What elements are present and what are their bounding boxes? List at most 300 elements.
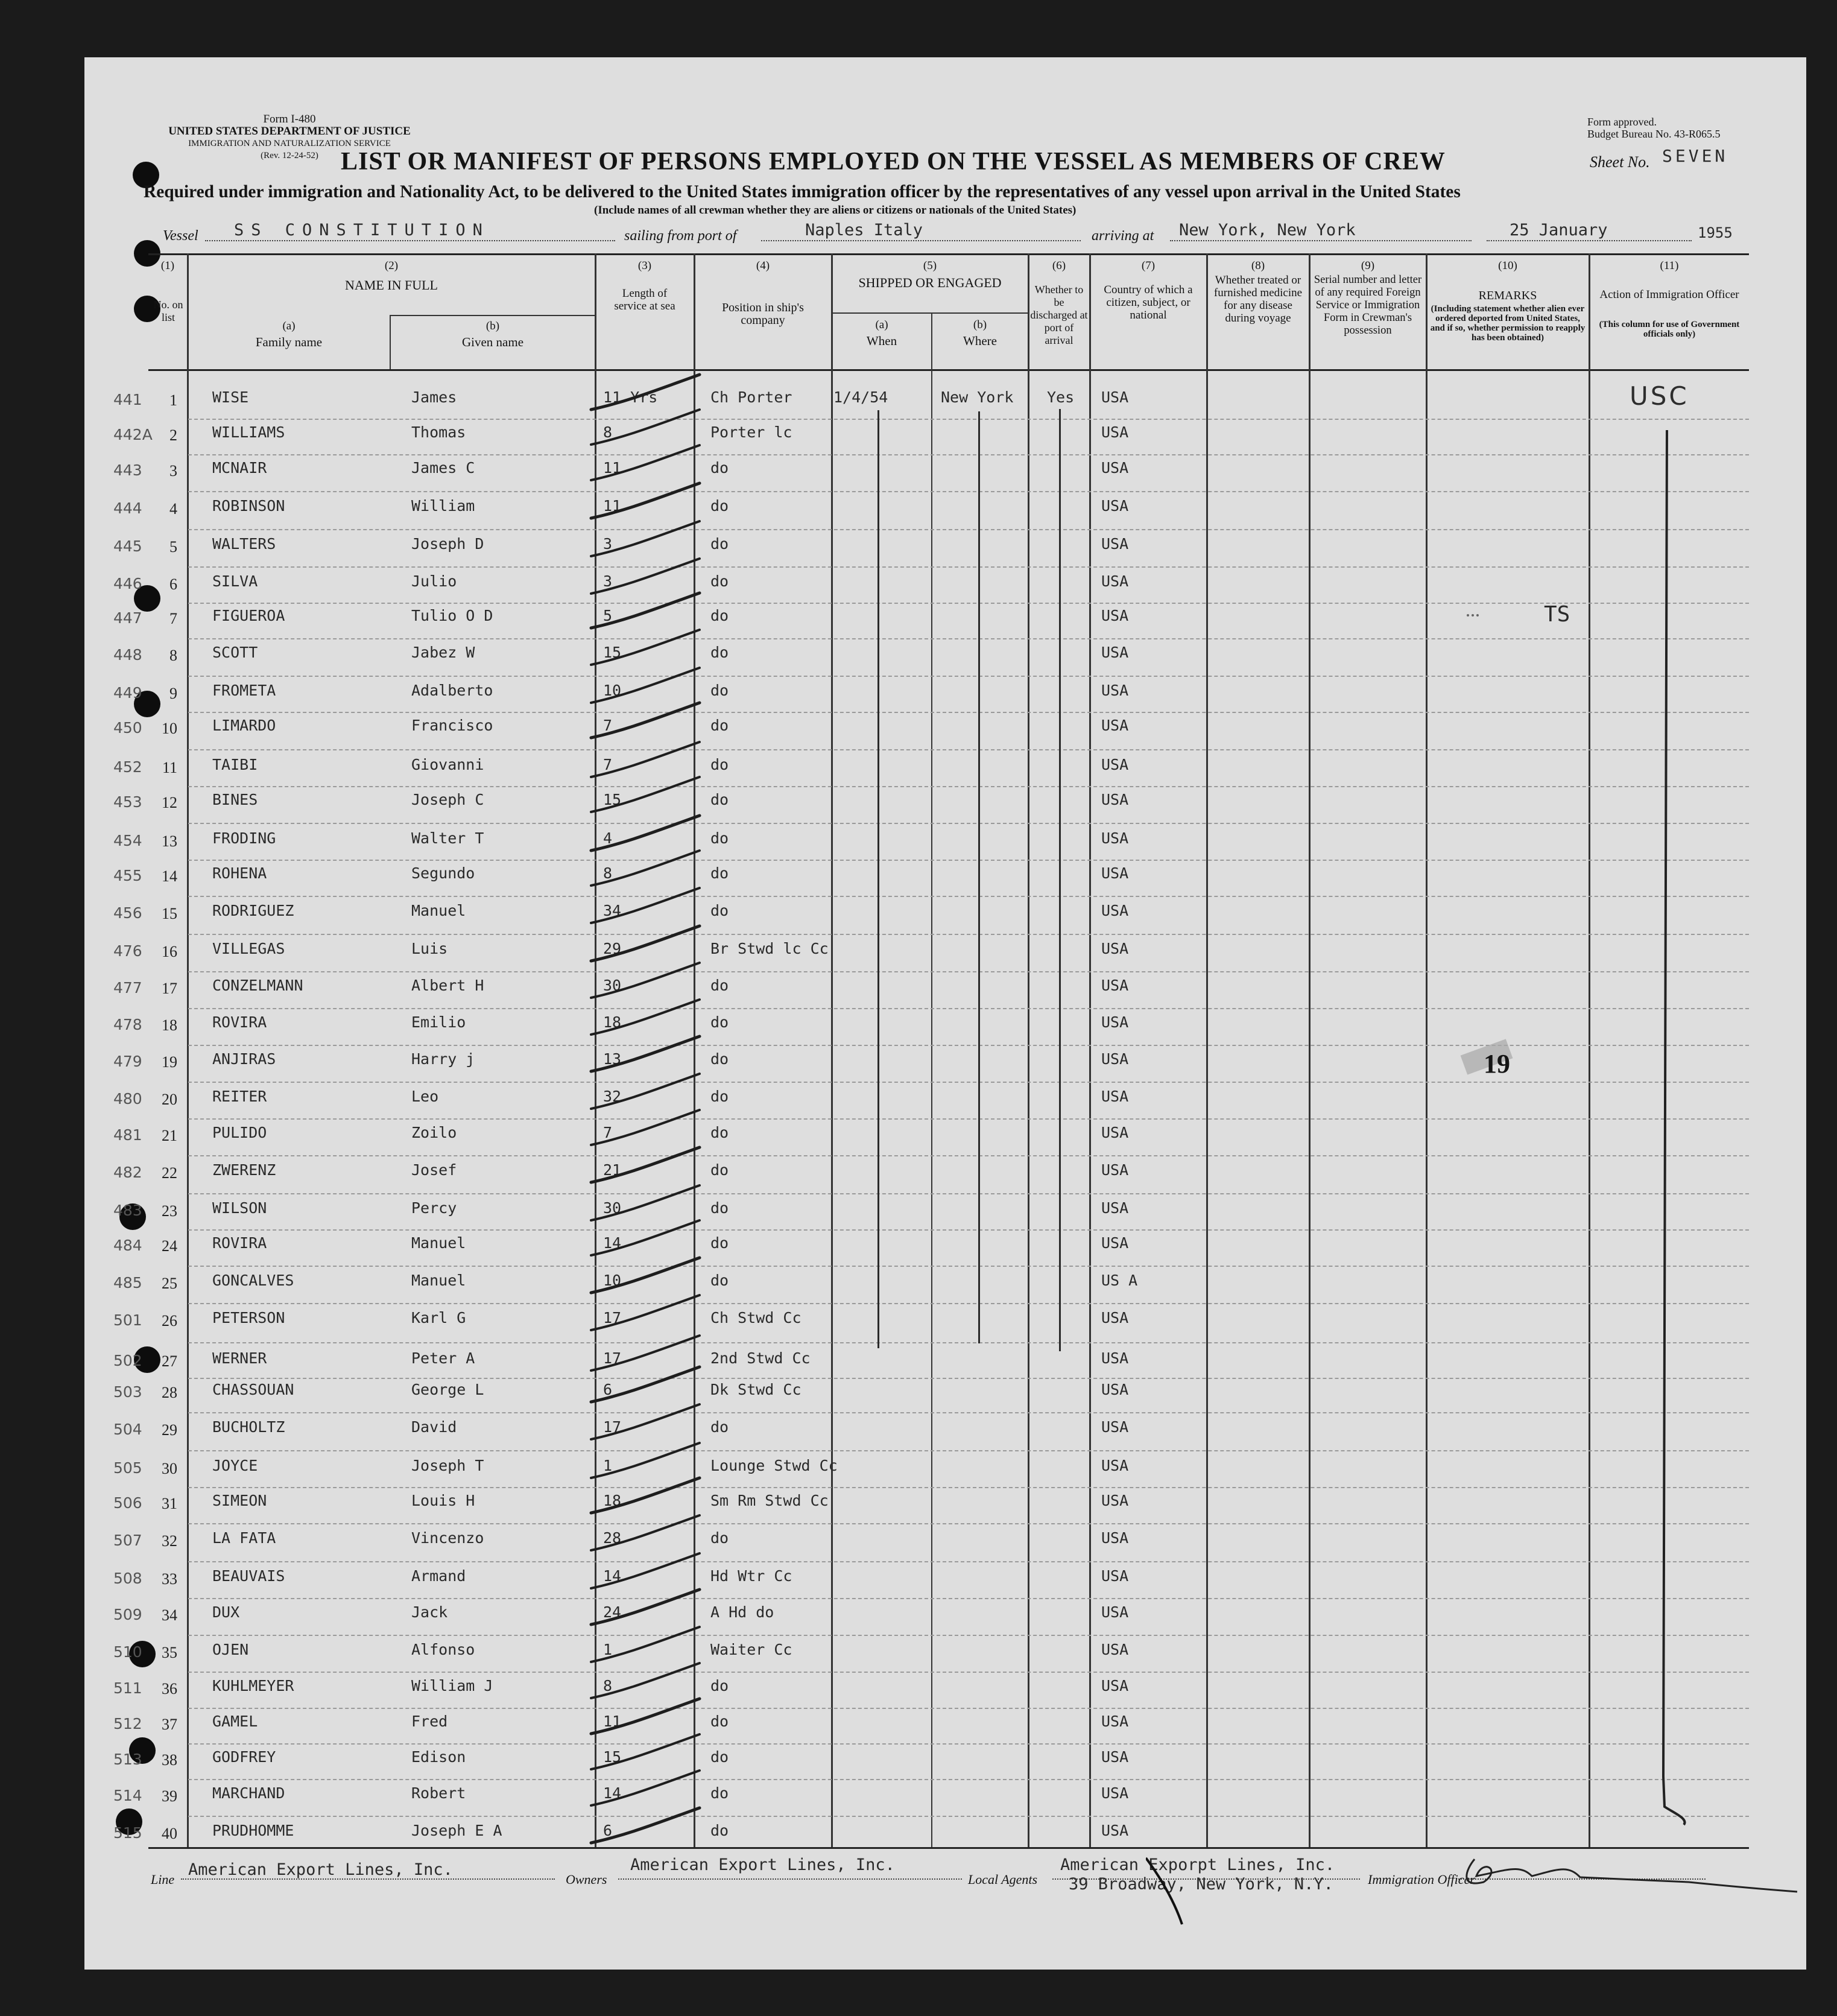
ditto-stroke: [591, 1185, 700, 1220]
line-label: Line: [151, 1872, 175, 1887]
line-number: 510: [113, 1643, 142, 1661]
col10-header: REMARKS: [1478, 289, 1537, 302]
row-number: 14: [162, 867, 177, 885]
row-number: 10: [162, 720, 177, 737]
country: USA: [1101, 1641, 1129, 1658]
col3-header: Length of service at sea: [614, 287, 675, 312]
country: USA: [1101, 1677, 1129, 1694]
agents-line-2: 39 Broadway, New York, N.Y.: [1069, 1875, 1333, 1894]
service-length: 34: [603, 902, 622, 919]
arrival-year: 1955: [1698, 224, 1733, 241]
agents-line-1: American Exporpt Lines, Inc.: [1060, 1856, 1335, 1874]
row-number: 36: [162, 1680, 177, 1697]
given-name: Jabez W: [411, 644, 475, 661]
ship-position: Ch Stwd Cc: [710, 1309, 802, 1327]
row-number: 15: [162, 905, 177, 922]
ditto-stroke: [591, 851, 700, 886]
given-name: Julio: [411, 572, 457, 590]
line-number: 504: [113, 1421, 142, 1438]
family-name: CONZELMANN: [212, 977, 303, 994]
owners-label: Owners: [566, 1872, 607, 1887]
ship-position: do: [710, 1199, 729, 1217]
service-length: 8: [603, 423, 613, 441]
ship-position: Porter lc: [710, 423, 792, 441]
col1-number: (1): [160, 259, 175, 272]
line-number: 476: [113, 942, 142, 960]
country: USA: [1101, 1234, 1129, 1252]
family-name: ROBINSON: [212, 497, 285, 515]
row-number: 2: [169, 426, 177, 444]
family-name: KUHLMEYER: [212, 1677, 294, 1694]
country: USA: [1101, 1161, 1129, 1179]
col10-note: (Including statement whether alien ever ordered deported from United States, and if so, whether permission to reapply has been obtained): [1430, 304, 1586, 343]
ship-position: Dk Stwd Cc: [710, 1381, 802, 1398]
country: USA: [1101, 1381, 1129, 1398]
col10-number: (10): [1498, 259, 1517, 272]
row-number: 4: [169, 500, 177, 518]
service-length: 1: [603, 1641, 613, 1658]
service-length: 5: [603, 607, 613, 624]
service-length: 15: [603, 791, 622, 808]
country: USA: [1101, 1567, 1129, 1585]
row-number: 38: [162, 1751, 177, 1769]
department: UNITED STATES DEPARTMENT OF JUSTICE: [168, 125, 411, 138]
family-name: PETERSON: [212, 1309, 285, 1327]
line-number: 446: [113, 575, 142, 592]
service-length: 15: [603, 1748, 622, 1766]
given-name: Jack: [411, 1603, 448, 1621]
col8-number: (8): [1251, 259, 1265, 272]
ship-position: do: [710, 1088, 729, 1105]
row-number: 7: [169, 610, 177, 627]
line-number: 445: [113, 537, 142, 555]
line-number: 483: [113, 1202, 142, 1219]
row-number: 22: [162, 1164, 177, 1182]
ship-position: do: [710, 1418, 729, 1436]
given-name: Peter A: [411, 1349, 475, 1367]
row-number: 39: [162, 1787, 177, 1805]
row-number: 8: [169, 647, 177, 664]
family-name: RODRIGUEZ: [212, 902, 294, 919]
service-length: 14: [603, 1567, 622, 1585]
budget-bureau: Budget Bureau No. 43-R065.5: [1587, 128, 1721, 140]
country: USA: [1101, 497, 1129, 515]
ship-position: do: [710, 1677, 729, 1694]
col7-number: (7): [1141, 259, 1156, 272]
family-name: PRUDHOMME: [212, 1822, 294, 1839]
col2-header: NAME IN FULL: [345, 277, 438, 293]
ditto-stroke: [591, 1110, 700, 1145]
country: USA: [1101, 1713, 1129, 1730]
ditto-stroke: [591, 1590, 700, 1625]
given-name: Edison: [411, 1748, 466, 1766]
country: USA: [1101, 1603, 1129, 1621]
row-number: 6: [169, 575, 177, 593]
family-name: GONCALVES: [212, 1272, 294, 1289]
col5b-number: (b): [973, 319, 987, 331]
ship-position: do: [710, 1822, 729, 1839]
ship-position: do: [710, 864, 729, 882]
line-number: 514: [113, 1787, 142, 1804]
service-length: 30: [603, 1199, 622, 1217]
discharged-flag: Yes: [1047, 388, 1075, 406]
given-name: Emilio: [411, 1013, 466, 1031]
ditto-stroke: [591, 410, 700, 445]
ship-position: do: [710, 1529, 729, 1547]
ship-position: do: [710, 459, 729, 477]
ditto-stroke: [591, 1220, 700, 1255]
country: USA: [1101, 423, 1129, 441]
line-number: 443: [113, 461, 142, 479]
family-name: FIGUEROA: [212, 607, 285, 624]
row-number: 31: [162, 1495, 177, 1512]
ditto-stroke: [591, 1734, 700, 1769]
given-name: Vincenzo: [411, 1529, 484, 1547]
col4-header: Position in ship's company: [722, 301, 804, 327]
service-length: 21: [603, 1161, 622, 1179]
line-number: 513: [113, 1751, 142, 1768]
family-name: WILLIAMS: [212, 423, 285, 441]
country: USA: [1101, 756, 1129, 773]
ship-position: do: [710, 572, 729, 590]
row-number: 13: [162, 832, 177, 850]
service-length: 13: [603, 1050, 622, 1068]
country: USA: [1101, 535, 1129, 553]
service-length: 28: [603, 1529, 622, 1547]
row-number: 1: [169, 391, 177, 409]
ditto-stroke: [591, 593, 700, 628]
ditto-stroke: [591, 1553, 700, 1588]
family-name: FROMETA: [212, 682, 276, 699]
col3-number: (3): [637, 259, 652, 272]
ditto-stroke: [591, 926, 700, 961]
country: USA: [1101, 977, 1129, 994]
ship-position: do: [710, 497, 729, 515]
ditto-stroke: [591, 1699, 700, 1734]
row-number: 33: [162, 1570, 177, 1588]
service-length: 7: [603, 717, 613, 734]
line-number: 484: [113, 1237, 142, 1254]
ship-position: do: [710, 682, 729, 699]
service-length: 14: [603, 1234, 622, 1252]
country: USA: [1101, 607, 1129, 624]
family-name: MCNAIR: [212, 459, 267, 477]
service-length: 6: [603, 1822, 613, 1839]
country: USA: [1101, 1124, 1129, 1141]
ship-position: do: [710, 1713, 729, 1730]
family-name: GAMEL: [212, 1713, 258, 1730]
ship-position: do: [710, 644, 729, 661]
line-number: 444: [113, 499, 142, 517]
line-number: 515: [113, 1824, 142, 1842]
given-name: David: [411, 1418, 457, 1436]
ship-position: do: [710, 829, 729, 847]
service-length: 3: [603, 535, 613, 553]
ship-position: do: [710, 1013, 729, 1031]
row-number: 37: [162, 1716, 177, 1733]
row-number: 28: [162, 1384, 177, 1401]
country: USA: [1101, 1013, 1129, 1031]
ditto-stroke: [591, 1515, 700, 1550]
line-number: 502: [113, 1352, 142, 1369]
ditto-stroke: [591, 630, 700, 665]
line-number: 447: [113, 609, 142, 627]
row-number: 5: [169, 538, 177, 556]
ship-position: do: [710, 1124, 729, 1141]
given-name: Armand: [411, 1567, 466, 1585]
ditto-stroke: [591, 1000, 700, 1035]
service-length: 29: [603, 940, 622, 957]
given-name: Joseph D: [411, 535, 484, 553]
country: USA: [1101, 940, 1129, 957]
row-number: 30: [162, 1460, 177, 1477]
country: USA: [1101, 388, 1129, 406]
given-name: Thomas: [411, 423, 466, 441]
col2b-number: (b): [485, 320, 500, 332]
service-length: 15: [603, 644, 622, 661]
line-number: 441: [113, 391, 142, 408]
row-number: 29: [162, 1421, 177, 1439]
given-name: Adalberto: [411, 682, 493, 699]
row-number: 19: [162, 1053, 177, 1071]
shipped-when: 1/4/54: [833, 388, 888, 406]
ditto-stroke: [591, 1443, 700, 1478]
page-title: LIST OR MANIFEST OF PERSONS EMPLOYED ON THE VESSEL AS MEMBERS OF CREW: [341, 148, 1446, 176]
sheet-label: Sheet No.: [1590, 153, 1650, 171]
family-name: WISE: [212, 388, 249, 406]
country: USA: [1101, 864, 1129, 882]
ditto-stroke: [591, 1258, 700, 1293]
line-number: 481: [113, 1126, 142, 1144]
ditto-stroke: [591, 816, 700, 851]
country: USA: [1101, 902, 1129, 919]
given-name: Manuel: [411, 902, 466, 919]
given-name: James C: [411, 459, 475, 477]
line-value: American Export Lines, Inc.: [188, 1860, 453, 1879]
nineteen-annotation: 19: [1484, 1049, 1510, 1079]
form-approved: Form approved.: [1587, 116, 1657, 128]
service-length: 6: [603, 1381, 613, 1398]
col2a-header: Family name: [255, 335, 323, 349]
service-length: 18: [603, 1013, 622, 1031]
col5a-number: (a): [875, 319, 888, 331]
given-name: Joseph C: [411, 791, 484, 808]
family-name: GODFREY: [212, 1748, 276, 1766]
country: USA: [1101, 1492, 1129, 1509]
ship-position: do: [710, 791, 729, 808]
line-number: 506: [113, 1494, 142, 1512]
col6-number: (6): [1052, 259, 1066, 272]
ship-position: do: [710, 607, 729, 624]
row-number: 21: [162, 1127, 177, 1144]
action-column-line: [1652, 425, 1701, 1837]
given-name: Segundo: [411, 864, 475, 882]
country: USA: [1101, 829, 1129, 847]
family-name: SILVA: [212, 572, 258, 590]
ts-annotation: TS: [1544, 602, 1570, 627]
line-number: 501: [113, 1311, 142, 1329]
family-name: VILLEGAS: [212, 940, 285, 957]
ditto-stroke: [591, 777, 700, 812]
col4-number: (4): [756, 259, 770, 272]
shipped-where: New York: [941, 388, 1014, 406]
line-number: 509: [113, 1606, 142, 1623]
ship-position: 2nd Stwd Cc: [710, 1349, 811, 1367]
service-length: 17: [603, 1309, 622, 1327]
family-name: JOYCE: [212, 1457, 258, 1474]
line-number: 452: [113, 758, 142, 776]
ditto-stroke: [591, 742, 700, 777]
ship-position: do: [710, 977, 729, 994]
service-length: 7: [603, 1124, 613, 1141]
service-length: 11: [603, 459, 622, 477]
ship-position: Sm Rm Stwd Cc: [710, 1492, 829, 1509]
service-length: 17: [603, 1349, 622, 1367]
ship-position: do: [710, 1161, 729, 1179]
ditto-stroke: [591, 521, 700, 556]
col5a-header: When: [866, 334, 897, 348]
line-number: 480: [113, 1090, 142, 1108]
col9-header: Serial number and letter of any required Foreign Service or Immigration Form in Crewman's possession: [1314, 274, 1422, 337]
country: USA: [1101, 459, 1129, 477]
given-name: Walter T: [411, 829, 484, 847]
line-number: 442A: [113, 426, 153, 443]
line-number: 508: [113, 1570, 142, 1587]
given-name: William J: [411, 1677, 493, 1694]
given-name: Robert: [411, 1784, 466, 1802]
service-length: 24: [603, 1603, 622, 1621]
service-length: 1: [603, 1457, 613, 1474]
country: US A: [1101, 1272, 1138, 1289]
ditto-stroke: [591, 1336, 700, 1371]
ship-position: A Hd do: [710, 1603, 774, 1621]
country: USA: [1101, 682, 1129, 699]
sailing-label: sailing from port of: [624, 228, 737, 244]
ditto-stroke: [591, 1627, 700, 1662]
given-name: Manuel: [411, 1234, 466, 1252]
col8-header: Whether treated or furnished medicine for any disease during voyage: [1213, 274, 1303, 325]
family-name: BEAUVAIS: [212, 1567, 285, 1585]
ditto-stroke: [591, 1404, 700, 1439]
given-name: Leo: [411, 1088, 439, 1105]
agents-label: Local Agents: [968, 1872, 1038, 1887]
given-name: Zoilo: [411, 1124, 457, 1141]
given-name: Manuel: [411, 1272, 466, 1289]
vessel-name: SS CONSTITUTION: [234, 221, 490, 239]
col1-header: No. on list: [153, 299, 183, 323]
family-name: WILSON: [212, 1199, 267, 1217]
ship-position: Br Stwd lc Cc: [710, 940, 829, 957]
ship-position: do: [710, 902, 729, 919]
service-length: 11: [603, 497, 622, 515]
row-number: 27: [162, 1352, 177, 1370]
row-number: 40: [162, 1825, 177, 1842]
ditto-stroke: [591, 1367, 700, 1402]
row-number: 20: [162, 1091, 177, 1108]
country: USA: [1101, 1822, 1129, 1839]
ship-position: do: [710, 1748, 729, 1766]
col11-note: (This column for use of Government officials only): [1599, 320, 1740, 339]
service-length: 11: [603, 1713, 622, 1730]
row-number: 26: [162, 1312, 177, 1330]
line-number: 482: [113, 1164, 142, 1181]
revision: (Rev. 12-24-52): [261, 151, 318, 160]
given-name: Luis: [411, 940, 448, 957]
ditto-stroke: [591, 1808, 700, 1843]
family-name: FRODING: [212, 829, 276, 847]
row-number: 32: [162, 1532, 177, 1550]
ship-position: Lounge Stwd Cc: [710, 1457, 838, 1474]
family-name: LA FATA: [212, 1529, 276, 1547]
col9-number: (9): [1361, 259, 1375, 272]
where-ditto-line: [978, 411, 980, 1343]
given-name: Fred: [411, 1713, 448, 1730]
service-length: 4: [603, 829, 613, 847]
line-number: 512: [113, 1715, 142, 1732]
ship-position: do: [710, 756, 729, 773]
line-number: 453: [113, 793, 142, 811]
family-name: PULIDO: [212, 1124, 267, 1141]
ship-position: do: [710, 1784, 729, 1802]
row-number: 18: [162, 1016, 177, 1034]
country: USA: [1101, 1529, 1129, 1547]
line-number: 478: [113, 1016, 142, 1033]
col7-header: Country of which a citizen, subject, or national: [1104, 284, 1193, 322]
country: USA: [1101, 644, 1129, 661]
country: USA: [1101, 572, 1129, 590]
sailing-from: Naples Italy: [805, 221, 923, 239]
country: USA: [1101, 717, 1129, 734]
service-length: 11 Yrs: [603, 388, 658, 406]
country: USA: [1101, 1349, 1129, 1367]
ditto-stroke: [591, 888, 700, 923]
service: IMMIGRATION AND NATURALIZATION SERVICE: [188, 139, 391, 148]
ship-position: Ch Porter: [710, 388, 792, 406]
col11-number: (11): [1660, 259, 1679, 272]
service-length: 32: [603, 1088, 622, 1105]
service-length: 8: [603, 1677, 613, 1694]
line-number: 503: [113, 1383, 142, 1401]
line-number: 454: [113, 832, 142, 849]
line-number: 511: [113, 1679, 142, 1697]
given-name: Karl G: [411, 1309, 466, 1327]
family-name: WALTERS: [212, 535, 276, 553]
row-number: 35: [162, 1644, 177, 1661]
ditto-stroke: [591, 1036, 700, 1071]
country: USA: [1101, 1050, 1129, 1068]
service-length: 7: [603, 756, 613, 773]
discharged-ditto-line: [1059, 409, 1061, 1351]
given-name: James: [411, 388, 457, 406]
country: USA: [1101, 1309, 1129, 1327]
ship-position: do: [710, 717, 729, 734]
family-name: CHASSOUAN: [212, 1381, 294, 1398]
country: USA: [1101, 1784, 1129, 1802]
line-number: 455: [113, 867, 142, 884]
col2b-header: Given name: [461, 335, 524, 349]
country: USA: [1101, 791, 1129, 808]
col5-header: SHIPPED OR ENGAGED: [858, 275, 1002, 290]
ship-position: do: [710, 535, 729, 553]
row-number: 11: [162, 759, 177, 776]
line-number: 485: [113, 1274, 142, 1292]
line-number: 450: [113, 719, 142, 737]
ditto-stroke: [591, 963, 700, 998]
ditto-stroke: [591, 703, 700, 738]
given-name: Giovanni: [411, 756, 484, 773]
service-length: 17: [603, 1418, 622, 1436]
arriving-label: arriving at: [1092, 228, 1154, 244]
